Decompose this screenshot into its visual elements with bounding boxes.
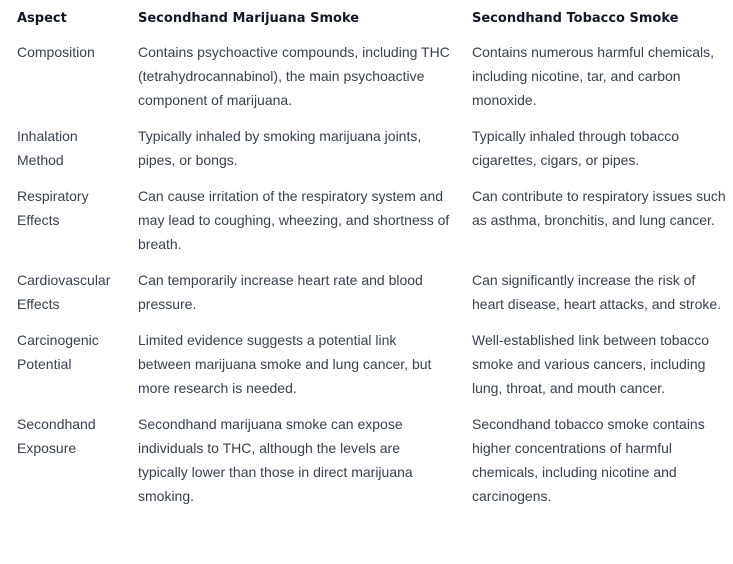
row-tobacco-cell: Typically inhaled through tobacco cigarettes, cigars, or pipes. [472,128,680,168]
row-tobacco-cell: Secondhand tobacco smoke contains higher concentrations of harmful chemicals, including nicotine and carcinogens. [472,416,705,504]
row-aspect-cell: Respiratory Effects [17,188,89,228]
row-tobacco-cell: Well-established link between tobacco smoke and various cancers, including lung, throat, and mouth cancer. [472,332,710,396]
row-marijuana-cell: Typically inhaled by smoking marijuana joints, pipes, or bongs. [138,128,422,168]
row-marijuana-cell: Secondhand marijuana smoke can expose individuals to THC, although the levels are typically lower than those in direct marijuana smoking. [138,416,413,504]
row-tobacco-cell: Contains numerous harmful chemicals, including nicotine, tar, and carbon monoxide. [472,44,714,108]
row-aspect-cell: Secondhand Exposure [17,416,96,456]
row-marijuana-cell: Limited evidence suggests a potential link between marijuana smoke and lung cancer, but more research is needed. [138,332,432,396]
header-marijuana: Secondhand Marijuana Smoke [138,11,360,26]
row-marijuana-cell: Contains psychoactive compounds, including THC (tetrahydrocannabinol), the main psychoactive component of marijuana. [138,44,450,108]
table-row [0,40,733,124]
header-aspect: Aspect [17,11,67,26]
header-tobacco: Secondhand Tobacco Smoke [472,11,679,26]
table-row [0,184,733,268]
table-row [0,328,733,412]
row-tobacco-cell: Can contribute to respiratory issues such as asthma, bronchitis, and lung cancer. [472,188,726,228]
row-aspect-cell: Inhalation Method [17,128,78,168]
table-row [0,124,733,184]
table-row [0,268,733,328]
row-marijuana-cell: Can cause irritation of the respiratory system and may lead to coughing, wheezing, and shortness of breath. [138,188,450,252]
row-aspect-cell: Carcinogenic Potential [17,332,99,372]
row-tobacco-cell: Can significantly increase the risk of heart disease, heart attacks, and stroke. [472,272,722,312]
row-marijuana-cell: Can temporarily increase heart rate and blood pressure. [138,272,423,312]
table-header-row [0,0,733,40]
row-aspect-cell: Cardiovascular Effects [17,272,111,312]
table-row [0,412,733,520]
row-aspect-cell: Composition [17,44,95,60]
